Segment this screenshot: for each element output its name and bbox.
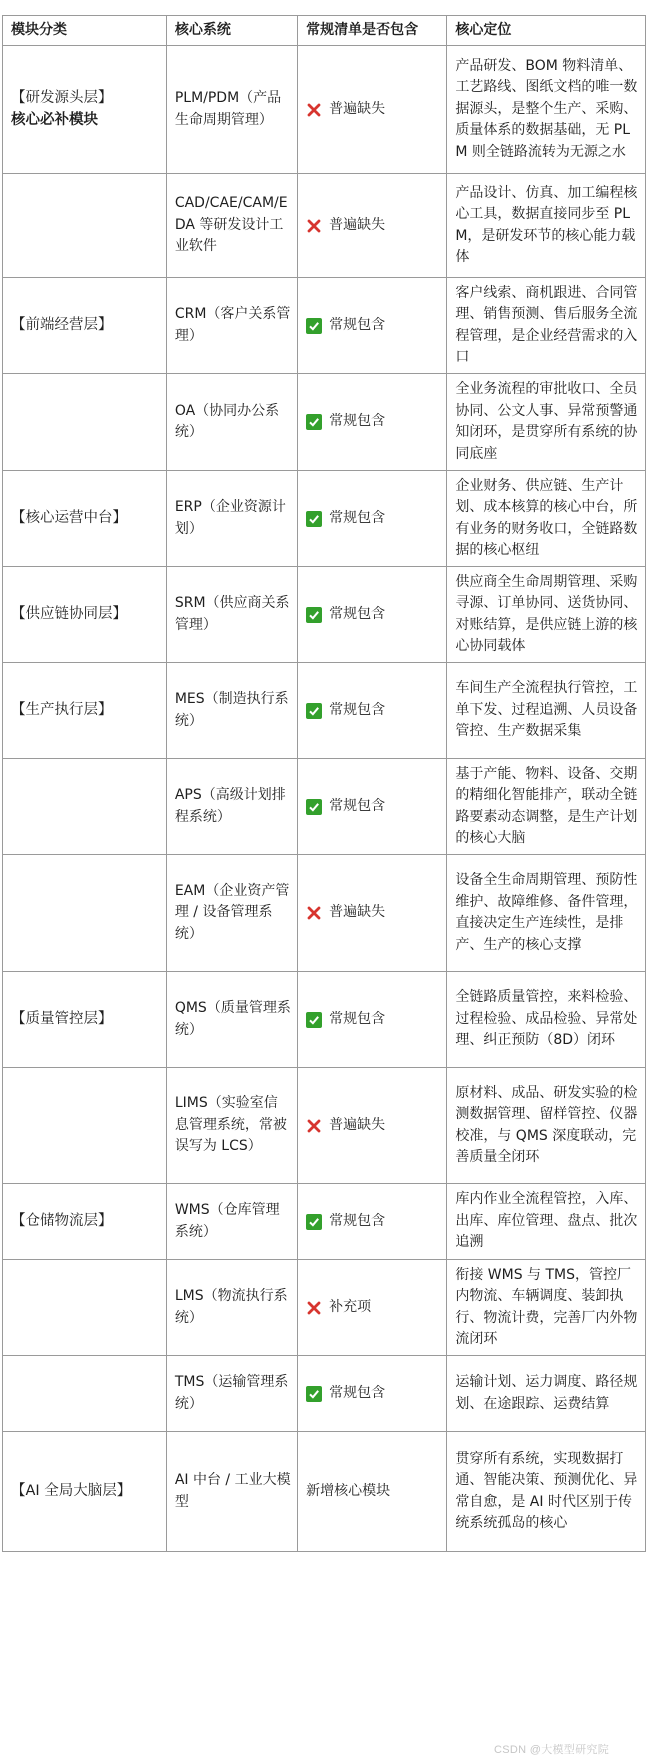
watermark: CSDN @大模型研究院 xyxy=(494,1744,609,1756)
cell-included xyxy=(298,663,447,759)
cell-positioning: 企业财务、供应链、生产计划、成本核算的核心中台，所有业务的财务收口，全链路数据的核心枢纽 xyxy=(447,471,646,567)
cell-system: WMS（仓库管理系统） xyxy=(166,1184,297,1260)
status-text: 新增核心模块 xyxy=(306,1482,391,1499)
header-system: 核心系统 xyxy=(166,16,297,46)
table-row xyxy=(3,374,646,471)
check-mark-icon xyxy=(306,1012,322,1028)
cell-positioning: 运输计划、运力调度、路径规划、在途跟踪、运费结算 xyxy=(447,1356,646,1432)
status-text: 常规包含 xyxy=(329,1212,386,1229)
cell-category xyxy=(3,1260,167,1356)
cell-category xyxy=(3,759,167,855)
status-badge xyxy=(306,902,440,924)
table-row xyxy=(3,759,646,855)
check-mark-icon xyxy=(306,1214,322,1230)
table-row xyxy=(3,855,646,972)
cell-category xyxy=(3,374,167,471)
category-label: 【供应链协同层】 xyxy=(11,605,127,622)
table-body xyxy=(3,46,646,1552)
status-text: 补充项 xyxy=(329,1298,372,1315)
table-row xyxy=(3,278,646,374)
header-category: 模块分类 xyxy=(3,16,167,46)
cell-included xyxy=(298,374,447,471)
category-label: 【生产执行层】 xyxy=(11,701,113,718)
status-badge xyxy=(306,700,440,722)
cell-positioning: 库内作业全流程管控，入库、出库、库位管理、盘点、批次追溯 xyxy=(447,1184,646,1260)
status-text: 普遍缺失 xyxy=(329,904,386,921)
cross-mark-icon xyxy=(306,1118,322,1134)
cell-category xyxy=(3,855,167,972)
cell-included xyxy=(298,1432,447,1552)
table-row xyxy=(3,471,646,567)
cell-system: APS（高级计划排程系统） xyxy=(166,759,297,855)
table-row xyxy=(3,46,646,174)
cell-system: CRM（客户关系管理） xyxy=(166,278,297,374)
status-text: 常规包含 xyxy=(329,605,386,622)
cell-category xyxy=(3,278,167,374)
table-row xyxy=(3,663,646,759)
cell-category xyxy=(3,972,167,1068)
cell-included xyxy=(298,471,447,567)
status-text: 普遍缺失 xyxy=(329,100,386,117)
check-mark-icon xyxy=(306,607,322,623)
cell-included xyxy=(298,278,447,374)
cell-included xyxy=(298,1068,447,1184)
status-text: 常规包含 xyxy=(329,797,386,814)
status-text: 普遍缺失 xyxy=(329,1116,386,1133)
status-badge xyxy=(306,1115,440,1137)
cell-positioning: 全业务流程的审批收口、全员协同、公文人事、异常预警通知闭环，是贯穿所有系统的协同底座 xyxy=(447,374,646,471)
cross-mark-icon xyxy=(306,905,322,921)
cell-category xyxy=(3,1356,167,1432)
status-text: 常规包含 xyxy=(329,701,386,718)
cell-positioning: 产品研发、BOM 物料清单、工艺路线、图纸文档的唯一数据源头，是整个生产、采购、质量体系的数据基础，无 PLM 则全链路流转为无源之水 xyxy=(447,46,646,174)
cell-included xyxy=(298,1260,447,1356)
cell-positioning: 原材料、成品、研发实验的检测数据管理、留样管控、仪器校准，与 QMS 深度联动，完善质量全闭环 xyxy=(447,1068,646,1184)
cell-included xyxy=(298,759,447,855)
category-label: 【前端经营层】 xyxy=(11,316,113,333)
status-text: 常规包含 xyxy=(329,1010,386,1027)
cell-included xyxy=(298,972,447,1068)
table-row xyxy=(3,1432,646,1552)
header-positioning: 核心定位 xyxy=(447,16,646,46)
cell-category xyxy=(3,1184,167,1260)
status-badge xyxy=(306,215,440,237)
cell-category xyxy=(3,174,167,278)
cell-included xyxy=(298,1184,447,1260)
status-text: 常规包含 xyxy=(329,316,386,333)
cell-included xyxy=(298,567,447,663)
cross-mark-icon xyxy=(306,1300,322,1316)
cell-system: PLM/PDM（产品生命周期管理） xyxy=(166,46,297,174)
cell-system: SRM（供应商关系管理） xyxy=(166,567,297,663)
table-row xyxy=(3,1356,646,1432)
cell-included xyxy=(298,46,447,174)
cell-system: OA（协同办公系统） xyxy=(166,374,297,471)
check-mark-icon xyxy=(306,318,322,334)
status-badge xyxy=(306,99,440,121)
cross-mark-icon xyxy=(306,102,322,118)
cell-positioning: 产品设计、仿真、加工编程核心工具，数据直接同步至 PLM，是研发环节的核心能力载体 xyxy=(447,174,646,278)
status-badge xyxy=(306,1211,440,1233)
check-mark-icon xyxy=(306,414,322,430)
status-text: 常规包含 xyxy=(329,413,386,430)
header-included: 常规清单是否包含 xyxy=(298,16,447,46)
cell-system: EAM（企业资产管理 / 设备管理系统） xyxy=(166,855,297,972)
table-row xyxy=(3,1184,646,1260)
cell-system: TMS（运输管理系统） xyxy=(166,1356,297,1432)
cell-category xyxy=(3,46,167,174)
status-badge xyxy=(306,411,440,433)
cell-system: ERP（企业资源计划） xyxy=(166,471,297,567)
category-label: 【核心运营中台】 xyxy=(11,509,127,526)
cell-system: LMS（物流执行系统） xyxy=(166,1260,297,1356)
cell-positioning: 衔接 WMS 与 TMS，管控厂内物流、车辆调度、装卸执行、物流计费，完善厂内外物流闭环 xyxy=(447,1260,646,1356)
cell-positioning: 全链路质量管控，来料检验、过程检验、成品检验、异常处理、纠正预防（8D）闭环 xyxy=(447,972,646,1068)
status-badge xyxy=(306,796,440,818)
table-row xyxy=(3,1068,646,1184)
cell-included xyxy=(298,1356,447,1432)
cell-system: MES（制造执行系统） xyxy=(166,663,297,759)
status-text: 常规包含 xyxy=(329,1384,386,1401)
cell-positioning: 设备全生命周期管理、预防性维护、故障维修、备件管理，直接决定生产连续性，是排产、生产的核心支撑 xyxy=(447,855,646,972)
category-label: 【仓储物流层】 xyxy=(11,1212,113,1229)
cell-positioning: 供应商全生命周期管理、采购寻源、订单协同、送货协同、对账结算，是供应链上游的核心协同载体 xyxy=(447,567,646,663)
cell-category xyxy=(3,471,167,567)
table-row xyxy=(3,972,646,1068)
cell-included xyxy=(298,855,447,972)
check-mark-icon xyxy=(306,1386,322,1402)
table-header-row xyxy=(3,16,646,46)
table-row xyxy=(3,1260,646,1356)
cell-category xyxy=(3,1432,167,1552)
category-note: 核心必补模块 xyxy=(11,111,98,128)
cell-category xyxy=(3,1068,167,1184)
cell-category xyxy=(3,567,167,663)
cross-mark-icon xyxy=(306,218,322,234)
cell-system: LIMS（实验室信息管理系统，常被误写为 LCS） xyxy=(166,1068,297,1184)
cell-system: QMS（质量管理系统） xyxy=(166,972,297,1068)
cell-category xyxy=(3,663,167,759)
category-label: 【AI 全局大脑层】 xyxy=(11,1482,132,1499)
cell-positioning: 贯穿所有系统，实现数据打通、智能决策、预测优化、异常自愈，是 AI 时代区别于传统系统孤岛的核心 xyxy=(447,1432,646,1552)
category-label: 【质量管控层】 xyxy=(11,1010,113,1027)
status-badge xyxy=(306,315,440,337)
cell-system: AI 中台 / 工业大模型 xyxy=(166,1432,297,1552)
system-modules-table xyxy=(2,15,646,1552)
status-badge xyxy=(306,1297,440,1319)
status-text: 常规包含 xyxy=(329,509,386,526)
status-text: 普遍缺失 xyxy=(329,216,386,233)
category-label: 【研发源头层】 xyxy=(11,90,113,106)
check-mark-icon xyxy=(306,799,322,815)
status-badge xyxy=(306,1481,440,1503)
cell-system: CAD/CAE/CAM/EDA 等研发设计工业软件 xyxy=(166,174,297,278)
status-badge xyxy=(306,604,440,626)
status-badge xyxy=(306,1009,440,1031)
cell-positioning: 基于产能、物料、设备、交期的精细化智能排产，联动全链路要素动态调整，是生产计划的核心大脑 xyxy=(447,759,646,855)
status-badge xyxy=(306,508,440,530)
table-row xyxy=(3,174,646,278)
check-mark-icon xyxy=(306,511,322,527)
cell-positioning: 客户线索、商机跟进、合同管理、销售预测、售后服务全流程管理，是企业经营需求的入口 xyxy=(447,278,646,374)
cell-included xyxy=(298,174,447,278)
check-mark-icon xyxy=(306,703,322,719)
cell-positioning: 车间生产全流程执行管控，工单下发、过程追溯、人员设备管控、生产数据采集 xyxy=(447,663,646,759)
table-row xyxy=(3,567,646,663)
status-badge xyxy=(306,1383,440,1405)
